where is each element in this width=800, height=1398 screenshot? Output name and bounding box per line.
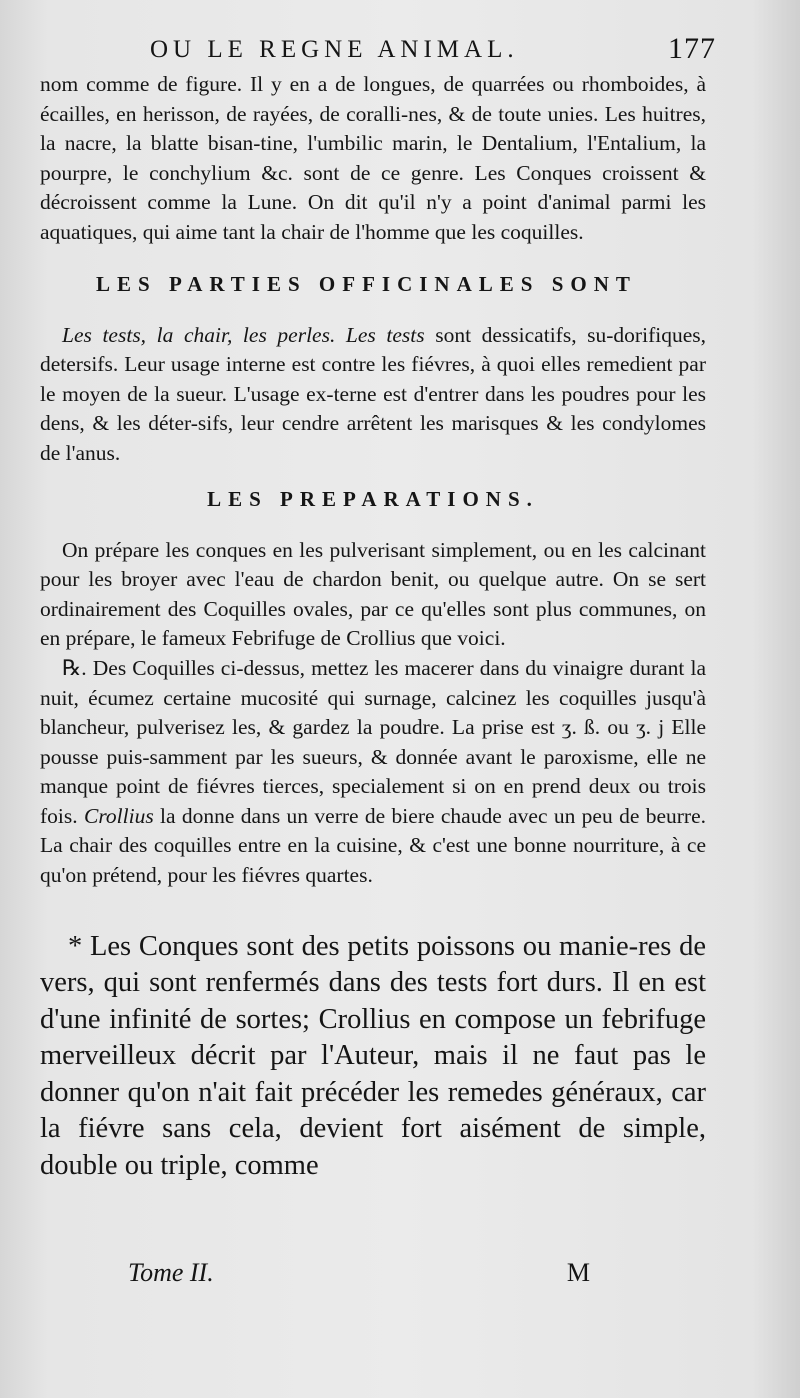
paragraph-recipe bbox=[40, 654, 706, 891]
footnote: * Les Conques sont des petits poissons ou manie-res de vers, qui sont renfermés dans des tests fort durs. Il en est d'une infinité de sortes; Crollius en compose un febrifuge merveilleux décrit par l'Auteur, mais il ne faut pas le donner qu'on n'ait fait précéder les remedes généraux, car la fiévre sans cela, devient fort aisément de simple, double ou triple, comme bbox=[40, 930, 706, 1181]
section-heading-preparations: LES PREPARATIONS. bbox=[207, 486, 539, 511]
running-title: OU LE REGNE ANIMAL. bbox=[150, 36, 519, 63]
paragraph-preparations: On prépare les conques en les pulverisant simplement, ou en les calcinant pour les broyer avec l'eau de chardon benit, ou quelque autre. On se sert ordinairement des Coquilles ovales, par ce qu'elles sont plus communes, on en prépare, le fameux Febrifuge de Crollius que voici. bbox=[40, 537, 706, 651]
recipe-text-before: ℞. Des Coquilles ci-dessus, mettez les macerer dans du vinaigre durant la nuit, écumez certaine mucosité qui surnage, calcinez les coquilles jusqu'à blancheur, pulverisez les, & gardez la poudre. La prise est ʒ. ß. ou ʒ. j Elle pousse puis-samment par les sueurs, & donnée avant le paroxisme, elle ne manque point de fiévres tierces, specialement si on en prend deux ou trois fois. bbox=[40, 655, 706, 828]
officinal-text: sont dessicatifs, su-dorifiques, detersifs. Leur usage interne est contre les fiévres, à quoi elles remedient par le moyen de la sueur. L'usage ex-terne est d'entrer dans les poudres pour les dens, & les déter-sifs, leur cendre arrêtent les marisques & les condylomes de l'anus. bbox=[40, 322, 706, 465]
page-number: 177 bbox=[668, 32, 716, 65]
italic-lead: Les tests, la chair, les perles. Les tests bbox=[62, 322, 425, 347]
recipe-text-after: la donne dans un verre de biere chaude avec un peu de beurre. La chair des coquilles entre en la cuisine, & c'est une bonne nourriture, à ce qu'on prétend, pour les fiévres quartes. bbox=[40, 803, 706, 888]
paragraph-intro: nom comme de figure. Il y en a de longues, de quarrées ou rhomboides, à écailles, en herisson, de rayées, de coralli-nes, & de toute unies. Les huitres, la nacre, la blatte bisan-tine, l'umbilic marin, le Dentalium, l'Entalium, la pourpre, le conchylium &c. sont de ce genre. Les Conques croissent & décroissent comme la Lune. On dit qu'il n'y a point d'animal parmi les aquatiques, qui aime tant la chair de l'homme que les coquilles. bbox=[40, 72, 706, 244]
crollius-name: Crollius bbox=[83, 803, 154, 828]
volume-label: Tome II. bbox=[128, 1258, 214, 1287]
page-footer bbox=[128, 1258, 590, 1288]
paragraph-officinal bbox=[40, 321, 706, 469]
section-heading-officinal-parts: LES PARTIES OFFICINALES SONT bbox=[96, 271, 637, 296]
signature-mark: M bbox=[566, 1258, 590, 1287]
running-head bbox=[40, 28, 716, 70]
